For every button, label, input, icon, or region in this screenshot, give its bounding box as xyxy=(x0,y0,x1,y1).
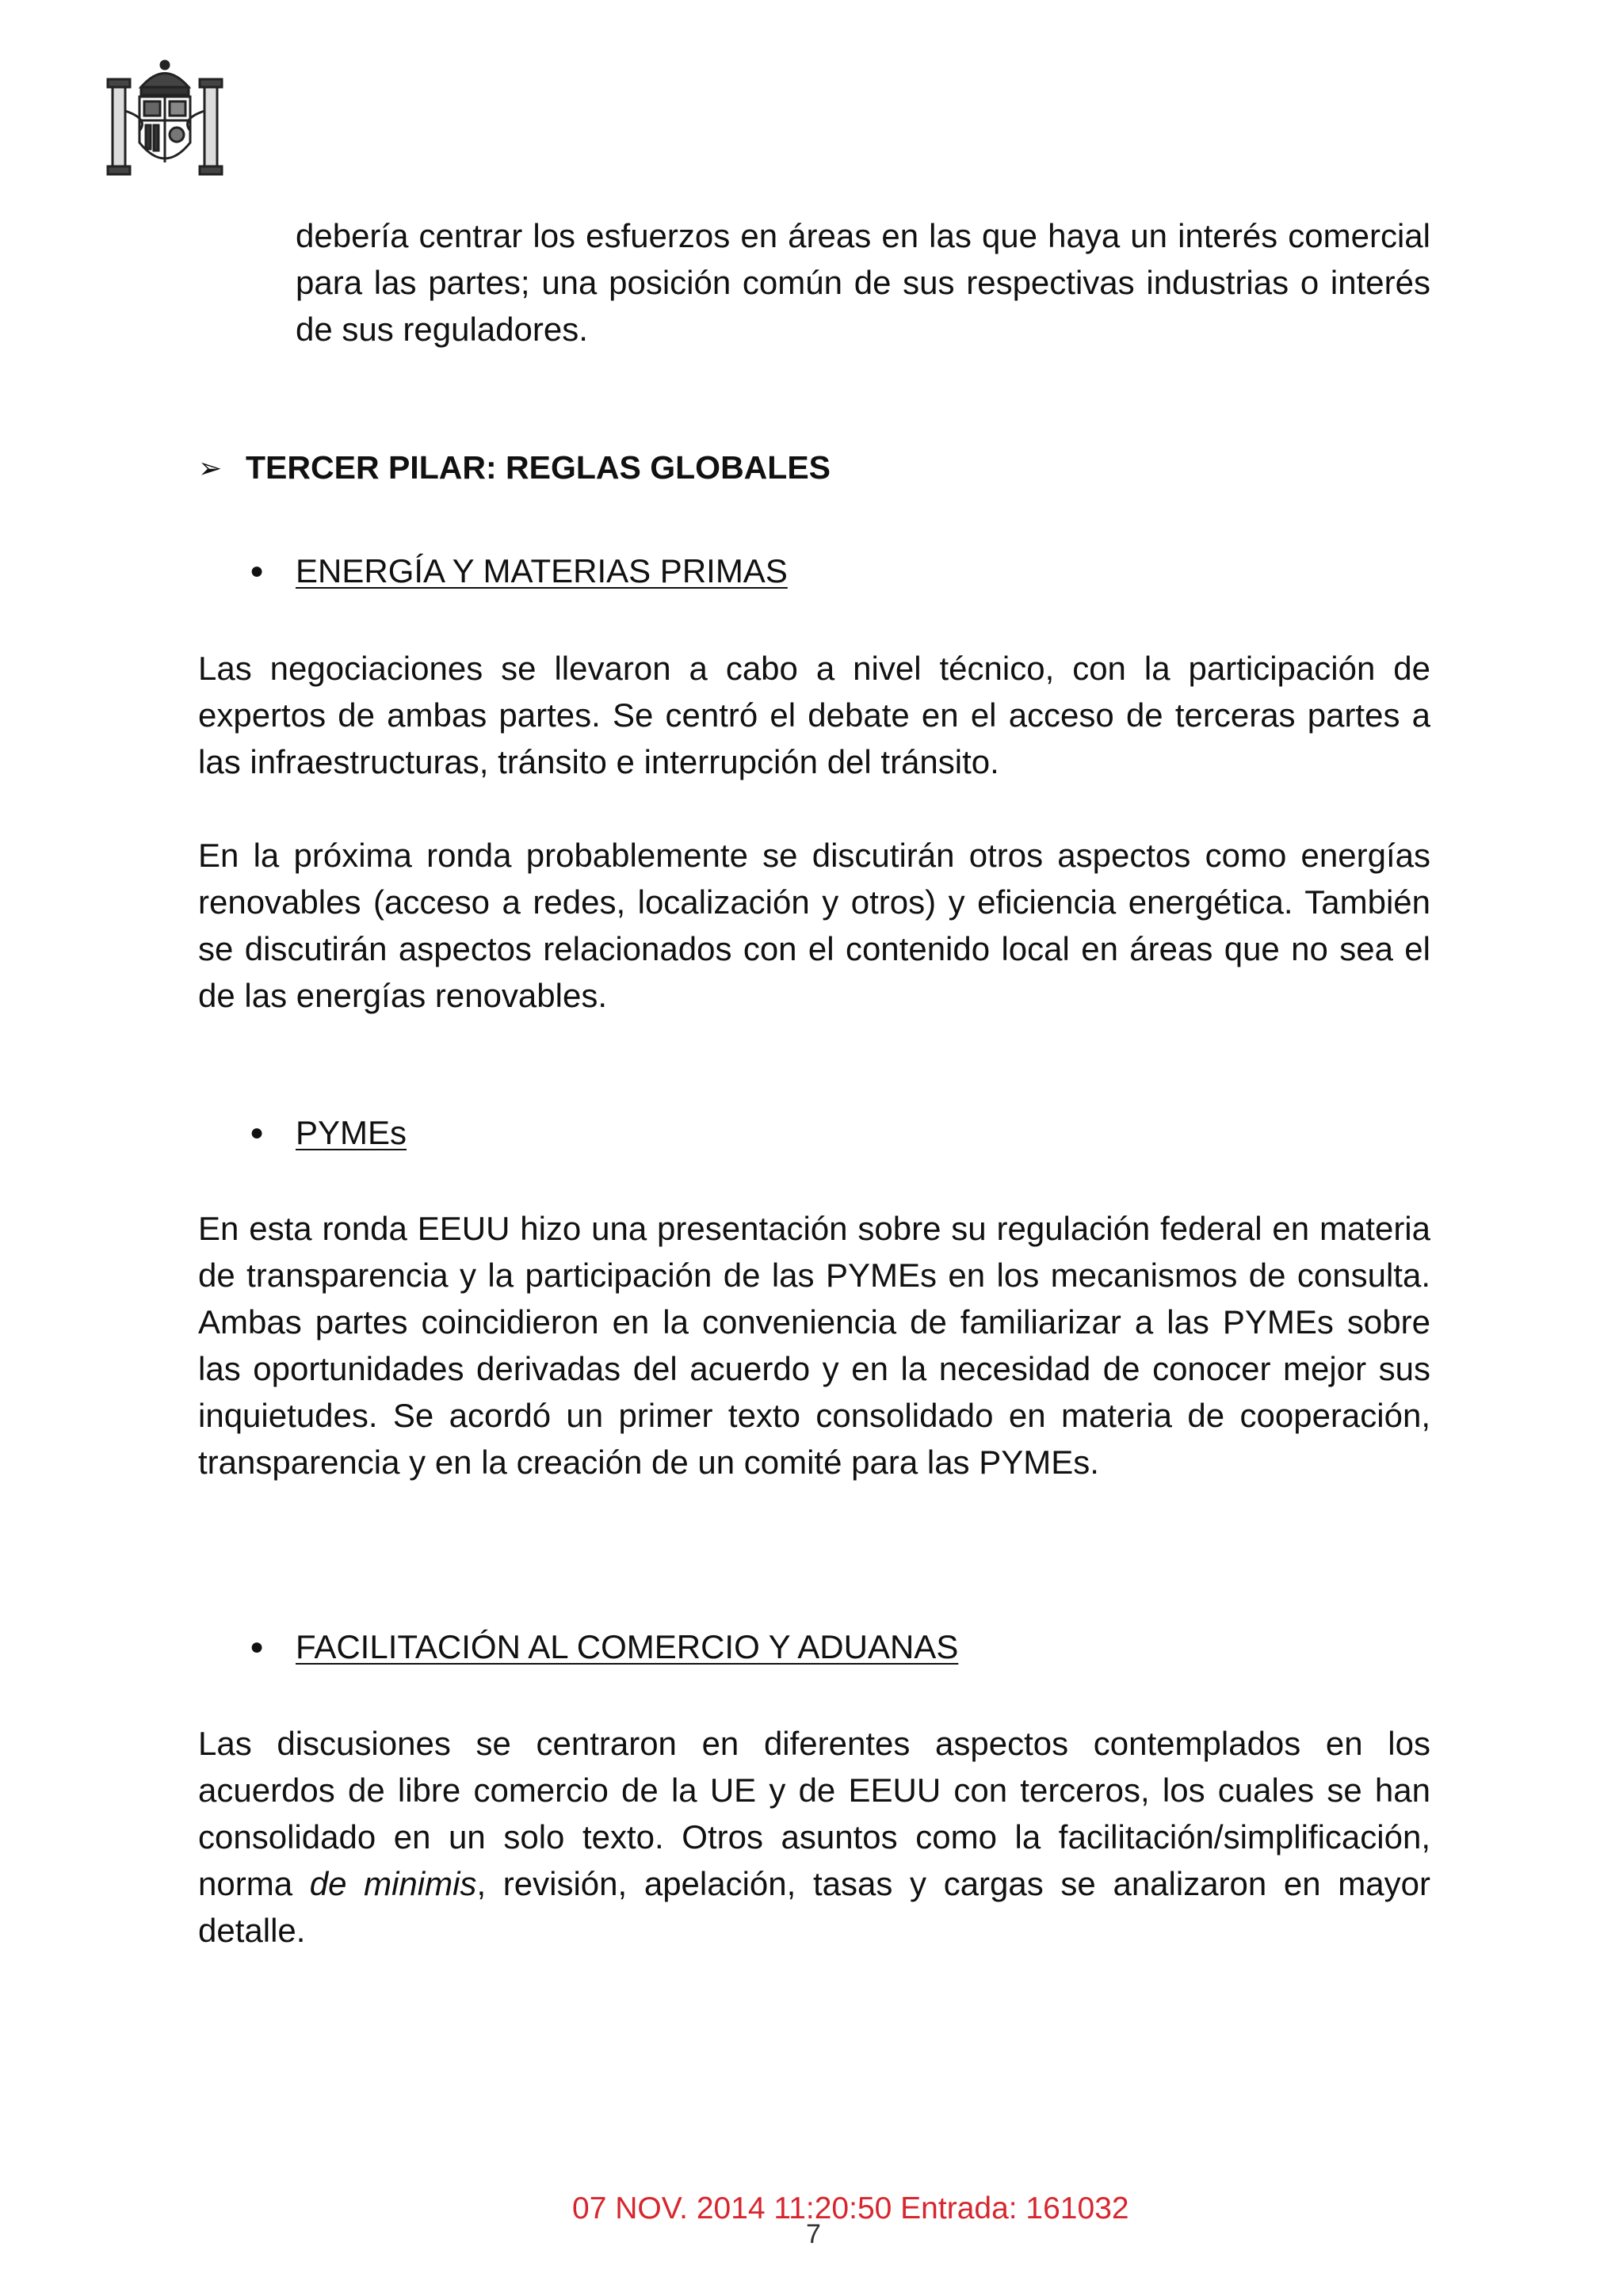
continuation-paragraph: debería centrar los esfuerzos en áreas en las que haya un interés comercial para las partes; una posición común de sus respectivas industrias o interés de sus reguladores. xyxy=(296,217,1430,348)
section-title-text: FACILITACIÓN AL COMERCIO Y ADUANAS xyxy=(296,1628,959,1665)
arrow-icon: ➢ xyxy=(198,451,223,484)
paragraph-text-part: , revisión, apelación, tasas y cargas se analizaron en mayor detalle. xyxy=(198,1865,1430,1949)
paragraph-energia-1: Las negociaciones se llevaron a cabo a nivel técnico, con la participación de expertos de ambas partes. Se centró el debate en el acceso de terceras partes a las infraestructuras, tránsito e interrupción del tránsito. xyxy=(198,650,1430,780)
registry-stamp: 07 NOV. 2014 11:20:50 Entrada: 161032 xyxy=(572,2191,1129,2225)
section-title-energia xyxy=(250,552,788,590)
coat-of-arms-logo xyxy=(101,55,228,181)
bullet-icon: ● xyxy=(250,558,265,584)
section-title-text: PYMEs xyxy=(296,1114,407,1151)
paragraph-italic-term: de minimis xyxy=(309,1865,477,1902)
page-number: 7 xyxy=(806,2219,821,2249)
pillar-heading xyxy=(198,449,831,486)
section-title-pymes xyxy=(250,1114,407,1152)
section-title-facilitacion xyxy=(250,1628,958,1666)
paragraph-text-part: Las discusiones se centraron en diferentes aspectos contemplados en los acuerdos de libre comercio de la UE y de EEUU con terceros, los cuales se han consolidado en un solo texto. Otros asuntos como la facilitación/simplificación, norma xyxy=(198,1725,1430,1902)
paragraph-pymes: En esta ronda EEUU hizo una presentación sobre su regulación federal en materia de transparencia y la participación de las PYMEs en los mecanismos de consulta. Ambas partes coincidieron en la conveniencia de familiarizar a las PYMEs sobre las oportunidades derivadas del acuerdo y en la necesidad de conocer mejor sus inquietudes. Se acordó un primer texto consolidado en materia de cooperación, transparencia y en la creación de un comité para las PYMEs. xyxy=(198,1210,1430,1481)
section-title-text: ENERGÍA Y MATERIAS PRIMAS xyxy=(296,552,788,589)
paragraph-energia-2: En la próxima ronda probablemente se discutirán otros aspectos como energías renovables (acceso a redes, localización y otros) y eficiencia energética. También se discutirán aspectos relacionados con el contenido local en áreas que no sea el de las energías renovables. xyxy=(198,837,1430,1014)
pillar-heading-text: TERCER PILAR: REGLAS GLOBALES xyxy=(246,449,831,486)
paragraph-facilitacion xyxy=(198,1720,1430,1954)
bullet-icon: ● xyxy=(250,1634,265,1660)
bullet-icon: ● xyxy=(250,1119,265,1146)
